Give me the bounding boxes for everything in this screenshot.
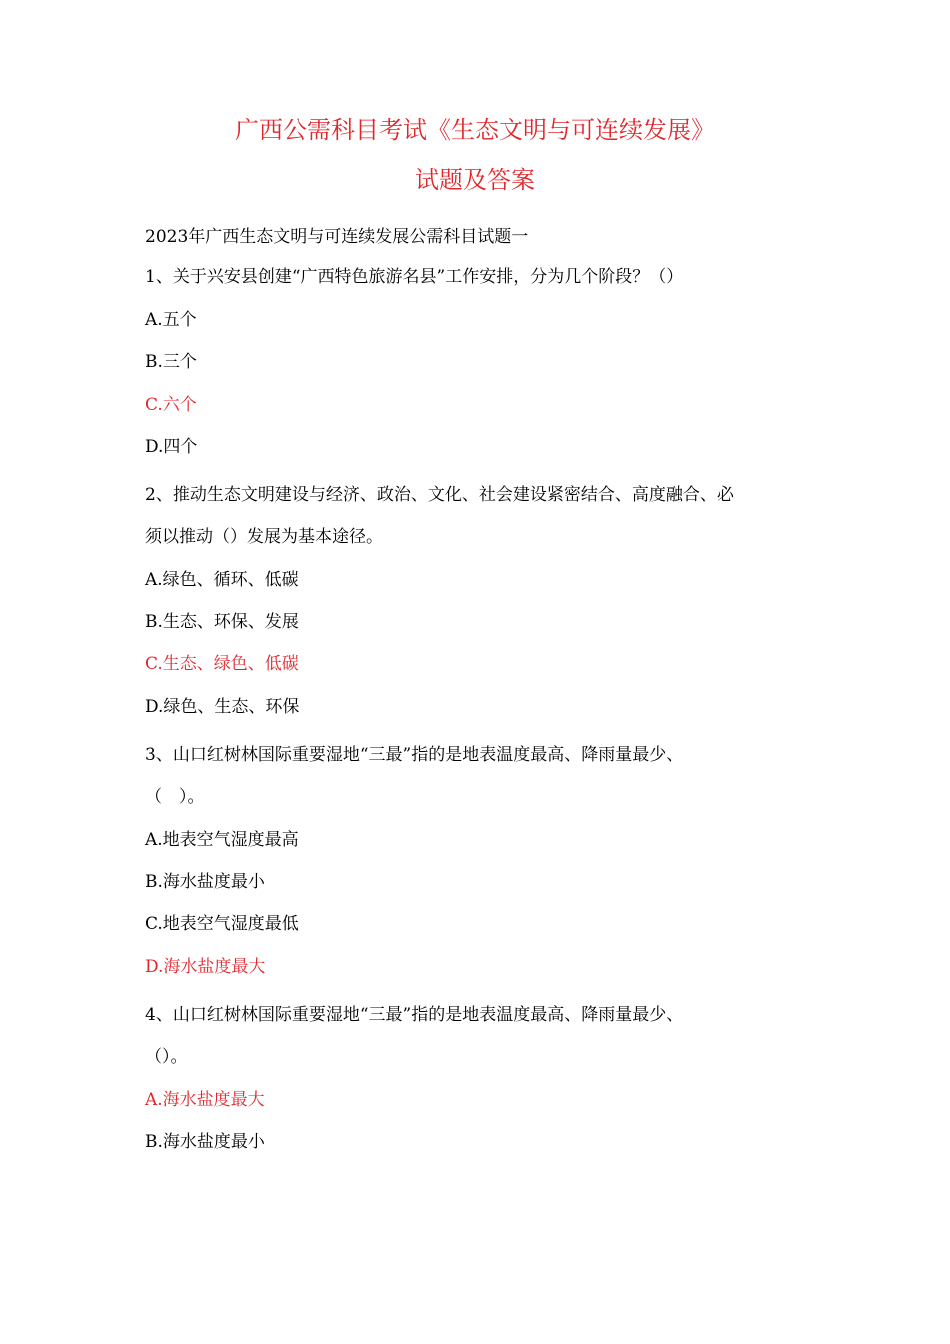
question-1-option-a: A.五个 [145, 310, 197, 330]
question-4-stem: 4、山口红树林国际重要湿地“三最”指的是地表温度最高、降雨量最少、 [145, 1005, 684, 1025]
question-3-stem: 3、山口红树林国际重要湿地“三最”指的是地表温度最高、降雨量最少、 [145, 745, 684, 765]
question-2-option-b: B.生态、环保、发展 [145, 612, 299, 632]
document-title: 广西公需科目考试《生态文明与可连续发展》 [235, 116, 715, 144]
question-4-option-b: B.海水盐度最小 [145, 1132, 265, 1152]
question-3-option-b: B.海水盐度最小 [145, 872, 265, 892]
question-2-stem-line2: 须以推动（）发展为基本途径。 [145, 527, 383, 547]
question-2-option-c-answer: C.生态、绿色、低碳 [145, 654, 299, 674]
document-subtitle: 2023年广西生态文明与可连续发展公需科目试题一 [145, 227, 529, 247]
document-title-line2: 试题及答案 [415, 166, 535, 194]
question-2-stem: 2、推动生态文明建设与经济、政治、文化、社会建设紧密结合、高度融合、必 [145, 485, 734, 505]
question-2-option-d: D.绿色、生态、环保 [145, 697, 300, 717]
question-1-option-b: B.三个 [145, 352, 197, 372]
question-3-option-d-answer: D.海水盐度最大 [145, 957, 266, 977]
question-1-option-d: D.四个 [145, 437, 198, 457]
question-4-stem-line2: （）。 [145, 1047, 188, 1067]
question-2-option-a: A.绿色、循环、低碳 [145, 570, 299, 590]
question-3-stem-line2: （ ）。 [145, 787, 205, 807]
question-3-option-c: C.地表空气湿度最低 [145, 914, 299, 934]
question-4-option-a-answer: A.海水盐度最大 [145, 1090, 265, 1110]
question-3-option-a: A.地表空气湿度最高 [145, 830, 299, 850]
question-1-option-c-answer: C.六个 [145, 395, 197, 415]
question-1-stem: 1、关于兴安县创建“广西特色旅游名县”工作安排，分为几个阶段？（） [145, 267, 684, 287]
